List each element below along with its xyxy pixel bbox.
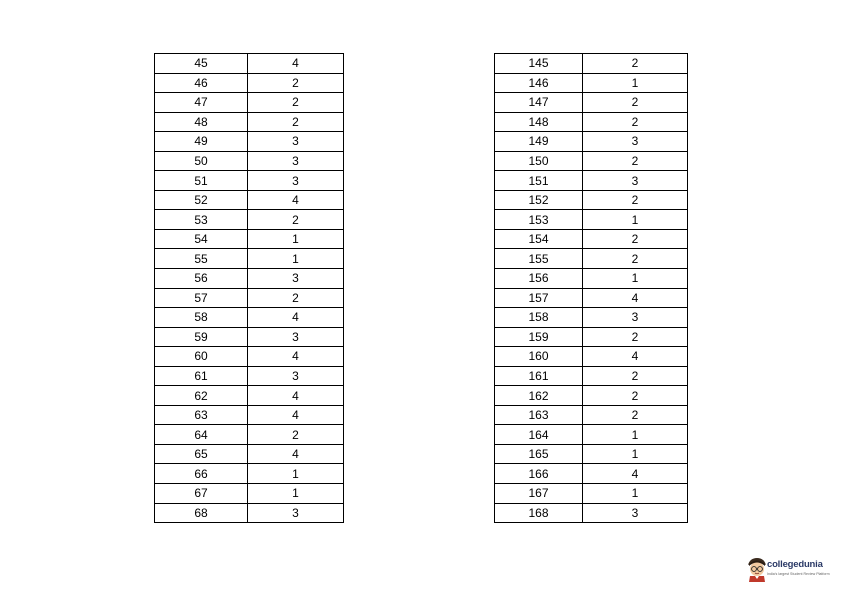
question-number-cell: 159 [495, 327, 583, 347]
question-number-cell: 56 [155, 269, 248, 289]
table-row [155, 229, 344, 249]
logo-wordmark: collegedunia [767, 559, 823, 570]
table-row [495, 132, 688, 152]
table-row [155, 464, 344, 484]
table-row [495, 288, 688, 308]
question-number-cell: 168 [495, 503, 583, 523]
table-row [155, 366, 344, 386]
table-row [155, 327, 344, 347]
question-number-cell: 48 [155, 112, 248, 132]
answer-cell: 4 [248, 308, 344, 328]
answer-cell: 2 [583, 327, 688, 347]
table-row [495, 210, 688, 230]
answer-cell: 2 [248, 425, 344, 445]
table-row [155, 73, 344, 93]
question-number-cell: 46 [155, 73, 248, 93]
question-number-cell: 162 [495, 386, 583, 406]
table-row [155, 269, 344, 289]
question-number-cell: 55 [155, 249, 248, 269]
table-row [495, 73, 688, 93]
question-number-cell: 145 [495, 54, 583, 74]
answer-cell: 3 [583, 308, 688, 328]
answer-cell: 1 [248, 229, 344, 249]
table-row [155, 484, 344, 504]
question-number-cell: 146 [495, 73, 583, 93]
answer-table-left [154, 53, 344, 523]
answer-cell: 1 [248, 249, 344, 269]
table-row [155, 190, 344, 210]
answer-cell: 2 [583, 386, 688, 406]
question-number-cell: 47 [155, 93, 248, 113]
question-number-cell: 150 [495, 151, 583, 171]
answer-cell: 2 [583, 405, 688, 425]
answer-cell: 2 [583, 229, 688, 249]
answer-cell: 3 [248, 366, 344, 386]
question-number-cell: 163 [495, 405, 583, 425]
question-number-cell: 58 [155, 308, 248, 328]
question-number-cell: 50 [155, 151, 248, 171]
answer-cell: 4 [248, 54, 344, 74]
answer-cell: 2 [248, 288, 344, 308]
table-row [495, 229, 688, 249]
answer-cell: 4 [248, 347, 344, 367]
answer-cell: 2 [248, 73, 344, 93]
question-number-cell: 67 [155, 484, 248, 504]
mascot-icon [745, 556, 769, 582]
table-row [155, 151, 344, 171]
question-number-cell: 57 [155, 288, 248, 308]
question-number-cell: 61 [155, 366, 248, 386]
table-row [155, 347, 344, 367]
table-row [155, 93, 344, 113]
table-row [495, 464, 688, 484]
answer-cell: 1 [248, 464, 344, 484]
answer-cell: 3 [248, 132, 344, 152]
table-row [495, 269, 688, 289]
table-row [495, 503, 688, 523]
question-number-cell: 157 [495, 288, 583, 308]
table-row [495, 327, 688, 347]
answer-cell: 3 [248, 327, 344, 347]
table-row [495, 249, 688, 269]
answer-cell: 1 [583, 210, 688, 230]
question-number-cell: 165 [495, 444, 583, 464]
table-row [155, 425, 344, 445]
answer-cell: 2 [583, 112, 688, 132]
question-number-cell: 63 [155, 405, 248, 425]
answer-table-right [494, 53, 688, 523]
answer-cell: 4 [248, 386, 344, 406]
answer-cell: 3 [248, 151, 344, 171]
answer-cell: 3 [248, 503, 344, 523]
question-number-cell: 166 [495, 464, 583, 484]
answer-cell: 2 [583, 366, 688, 386]
question-number-cell: 66 [155, 464, 248, 484]
table-row [495, 171, 688, 191]
table-row [155, 112, 344, 132]
answer-cell: 2 [583, 93, 688, 113]
question-number-cell: 45 [155, 54, 248, 74]
answer-cell: 2 [583, 54, 688, 74]
answer-cell: 4 [248, 405, 344, 425]
question-number-cell: 154 [495, 229, 583, 249]
table-row [155, 503, 344, 523]
collegedunia-logo [745, 556, 835, 582]
question-number-cell: 65 [155, 444, 248, 464]
question-number-cell: 148 [495, 112, 583, 132]
answer-cell: 1 [248, 484, 344, 504]
answer-cell: 4 [583, 347, 688, 367]
question-number-cell: 152 [495, 190, 583, 210]
answer-cell: 1 [583, 269, 688, 289]
question-number-cell: 54 [155, 229, 248, 249]
answer-cell: 3 [583, 132, 688, 152]
question-number-cell: 52 [155, 190, 248, 210]
answer-cell: 2 [583, 151, 688, 171]
question-number-cell: 147 [495, 93, 583, 113]
question-number-cell: 153 [495, 210, 583, 230]
answer-cell: 2 [248, 210, 344, 230]
answer-cell: 4 [583, 288, 688, 308]
table-row [155, 249, 344, 269]
question-number-cell: 62 [155, 386, 248, 406]
table-row [155, 444, 344, 464]
answer-cell: 1 [583, 425, 688, 445]
table-row [155, 308, 344, 328]
answer-cell: 2 [583, 190, 688, 210]
question-number-cell: 164 [495, 425, 583, 445]
table-row [495, 151, 688, 171]
table-row [495, 425, 688, 445]
question-number-cell: 53 [155, 210, 248, 230]
question-number-cell: 64 [155, 425, 248, 445]
table-row [155, 405, 344, 425]
question-number-cell: 155 [495, 249, 583, 269]
table-row [495, 308, 688, 328]
answer-cell: 4 [583, 464, 688, 484]
question-number-cell: 151 [495, 171, 583, 191]
table-row [495, 93, 688, 113]
answer-cell: 2 [248, 93, 344, 113]
table-row [155, 171, 344, 191]
table-row [495, 386, 688, 406]
answer-cell: 3 [248, 269, 344, 289]
question-number-cell: 167 [495, 484, 583, 504]
logo-tagline: India's largest Student Review Platform [767, 572, 830, 576]
question-number-cell: 161 [495, 366, 583, 386]
question-number-cell: 160 [495, 347, 583, 367]
table-row [495, 484, 688, 504]
question-number-cell: 60 [155, 347, 248, 367]
question-number-cell: 59 [155, 327, 248, 347]
answer-cell: 3 [583, 171, 688, 191]
table-row [495, 444, 688, 464]
table-row [155, 288, 344, 308]
answer-cell: 4 [248, 444, 344, 464]
answer-cell: 3 [583, 503, 688, 523]
answer-cell: 2 [248, 112, 344, 132]
table-row [155, 132, 344, 152]
answer-cell: 1 [583, 444, 688, 464]
table-row [495, 347, 688, 367]
question-number-cell: 49 [155, 132, 248, 152]
question-number-cell: 68 [155, 503, 248, 523]
question-number-cell: 149 [495, 132, 583, 152]
table-row [495, 190, 688, 210]
table-row [495, 366, 688, 386]
table-row [495, 405, 688, 425]
answer-cell: 2 [583, 249, 688, 269]
table-row [495, 54, 688, 74]
answer-cell: 1 [583, 484, 688, 504]
answer-cell: 4 [248, 190, 344, 210]
table-row [155, 386, 344, 406]
question-number-cell: 158 [495, 308, 583, 328]
table-row [495, 112, 688, 132]
table-row [155, 54, 344, 74]
table-row [155, 210, 344, 230]
answer-cell: 1 [583, 73, 688, 93]
answer-cell: 3 [248, 171, 344, 191]
question-number-cell: 156 [495, 269, 583, 289]
question-number-cell: 51 [155, 171, 248, 191]
